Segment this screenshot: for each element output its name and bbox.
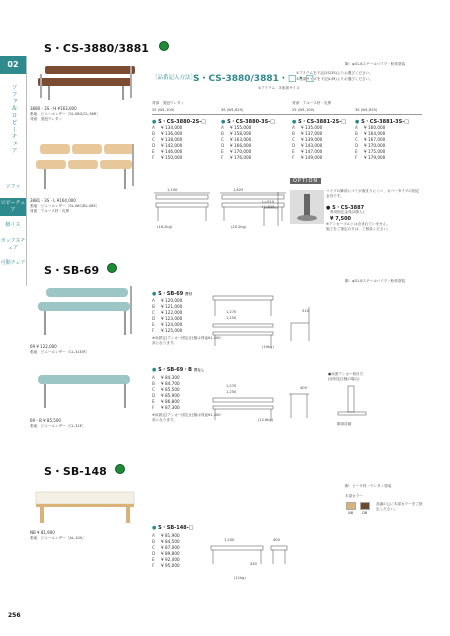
product-material-sb148: 張地：ビニールレザー［AL-10A］ [30, 536, 86, 540]
dim-w2: 1,250 [226, 316, 237, 320]
weight: (19kg) [262, 345, 274, 349]
order-sub: ①アイテム ②座席サイズ [258, 86, 300, 90]
side-view-sb69b [285, 388, 315, 422]
product-name-sb69: 69 ¥ 122,000 [30, 344, 57, 349]
product-name-3881: 3881・3S・L ¥164,000 [30, 198, 76, 203]
group-label-1: 背部：発泡ウレタン [152, 101, 185, 105]
color-code-nb: NB [348, 511, 354, 515]
sidebar-tab-lobby[interactable]: ロビーチェア [0, 198, 26, 216]
color-swatch-nb [346, 502, 356, 510]
model-name: ● S・SB-69・B 背なし [152, 367, 205, 373]
page-number: 256 [8, 612, 21, 619]
col-head-2: 3S (W1,625) [221, 108, 244, 112]
sidebar-tab-sofa[interactable]: ソファ [5, 184, 21, 190]
product-image-sb69 [30, 282, 140, 340]
fix-note: ●床面アンカー取付穴 (床固定仕様の場合) [328, 372, 364, 381]
option-title: OPTION [290, 178, 321, 184]
col-head-1: 25 (W1,100) [152, 108, 175, 112]
order-note-2: ②座席サイズを下記(L/M)よりお選びください。 [296, 77, 373, 81]
order-model: S・CS-3880/3881・□・□ [193, 74, 314, 84]
eco-logo-icon [115, 464, 125, 474]
sidebar-tab-mobile-chair[interactable]: 可動チェア [0, 260, 26, 266]
dim-w2: 1,625 [233, 188, 244, 192]
dim-h: 430 [250, 562, 257, 566]
weight-1: (16.2kg) [157, 225, 173, 229]
dim-d: 510 [302, 309, 309, 313]
model-name: ● S・SB-69 背付 [152, 291, 193, 297]
price-col-4 [355, 118, 425, 161]
price-col-1 [152, 118, 218, 161]
order-note-1: ①アイテムを下記(2S/3S)よりお選びください。 [296, 71, 373, 75]
dim-d: 400 [300, 386, 307, 390]
dim-w1: 1,100 [167, 188, 178, 192]
product-frame-3880: 背面：発泡ウレタン [30, 117, 63, 121]
price-list: A ¥ 84,300 B ¥ 84,700 C ¥ 85,500 D ¥ 85,900 E ¥ 86,800 F ¥ 87,300 [152, 375, 180, 410]
dim-d: 400 [273, 538, 280, 542]
price-list: A ¥ 135,000 B ¥ 137,000 C ¥ 139,000 D ¥ 143,000 E ¥ 147,000 F ¥ 149,000 [292, 125, 323, 160]
product-name-sb69b: 69・B ¥ 85,500 [30, 418, 61, 423]
sidebar-divider [26, 56, 27, 286]
product-image-3880 [30, 62, 140, 102]
dimension-drawing-sb69 [205, 292, 295, 350]
option-model: ● S・CS-3887 [326, 205, 365, 211]
group-label-2: 背部：アユース材・乳棒 [292, 101, 332, 105]
sidebar-tab-leg-chair[interactable]: 脚イス [5, 222, 21, 228]
product-material-sb69b: 張地：ビニールレザー［CL-31E］ [30, 424, 86, 428]
order-label: ［品番記入方法］ [152, 75, 197, 81]
dim-w: 1,270 [226, 310, 237, 314]
dim-w: 1,200 [224, 538, 235, 542]
color-note: 品番の□に木部カラーをご指定ください。 [376, 502, 423, 511]
price-col-2 [221, 118, 287, 161]
product-material-3881: 張地：ビニールレザー［SL-08C/BL-08E］ [30, 204, 100, 208]
leg-detail-image [334, 384, 374, 420]
spec-note: 脚：ビーチ材・ウレタン塗装 [345, 484, 392, 488]
price-list: A ¥ 155,000 B ¥ 158,000 C ¥ 163,000 D ¥ 166,000 E ¥ 170,000 F ¥ 176,000 [221, 125, 252, 160]
col-head-3: 25 (W1,100) [292, 108, 315, 112]
price-list: A ¥ 81,900 B ¥ 84,500 C ¥ 87,000 D ¥ 89,800 E ¥ 92,400 F ¥ 95,000 [152, 533, 180, 568]
section-title: S・CS-3880/3881 [44, 42, 149, 55]
product-name-sb148: NB ¥ 81,900 [30, 530, 55, 535]
spec-note: 脚：φ31.8スチールパイプ・粉体塗装 [345, 279, 406, 283]
option-model-desc: 専用固定金具(2個入) [330, 210, 364, 214]
section-number: 02 [0, 56, 26, 74]
option-image [290, 190, 324, 224]
model-name: ● S・CS-3880-2S-□ [152, 119, 207, 125]
dim-w: 1,270 [226, 384, 237, 388]
product-image-sb69b [30, 365, 140, 415]
price-list: A ¥ 160,000 B ¥ 164,000 C ¥ 167,000 D ¥ 170,000 E ¥ 175,000 F ¥ 179,000 [355, 125, 386, 160]
weight: (11kg) [234, 576, 246, 580]
price-col-3 [292, 118, 354, 161]
price-list: A ¥ 134,000 B ¥ 136,000 C ¥ 138,000 D ¥ 142,000 E ¥ 146,000 F ¥ 150,000 [152, 125, 183, 160]
sidebar-tab-box-chair[interactable]: ボックスチェア [0, 238, 26, 251]
model-note: ※床固定(アンカー固定)仕様は別途¥1,400高となります。 [152, 336, 221, 345]
spec-note: 脚：φ31.8スチールパイプ・粉体塗装 [345, 62, 406, 66]
eco-logo-icon [107, 263, 117, 273]
product-material-sb69: 張地：ビニールレザー［CL-31E/R］ [30, 350, 90, 354]
side-view-3880 [258, 190, 290, 230]
section-label: ソファ＆ロビーチェア [10, 84, 17, 154]
product-material-3880: 張地：ビニールレザー［SL-08G/CL-36R］ [30, 112, 100, 116]
dim-w2: 1,250 [226, 390, 237, 394]
model-name: ● S・CS-3880-3S-□ [221, 119, 276, 125]
price-list: A ¥ 120,000 B ¥ 121,000 C ¥ 122,000 D ¥ 123,000 E ¥ 124,000 F ¥ 125,000 [152, 298, 183, 333]
product-image-sb148 [30, 486, 140, 526]
weight: (12.6kg) [258, 418, 274, 422]
model-note: ※床固定(アンカー固定)仕様は別途¥1,400高となります。 [152, 413, 221, 422]
option-note: ※アンカーボルトは含まれていません。 施工をご指定の方は、ご相談ください。 [326, 222, 391, 231]
option-price: ¥ 7,500 [330, 216, 352, 222]
product-image-3881 [30, 138, 140, 193]
model-name: ● S・CS-3881-3S-□ [355, 119, 410, 125]
section-title: S・SB-148 [44, 465, 107, 478]
option-text: パイプの脚部にゴミが溜まりにくい、カバータイプの固定金具です。 [326, 189, 420, 198]
dimension-drawing-sb69b [205, 372, 295, 424]
product-name-3880: 3880・3S・H ¥163,000 [30, 106, 77, 111]
divider [152, 114, 422, 115]
model-name: ● S・SB-148-□ [152, 525, 194, 531]
weight-2: (20.2kg) [231, 225, 247, 229]
model-name: ● S・CS-3881-2S-□ [292, 119, 347, 125]
col-head-4: 3S (W1,625) [355, 108, 378, 112]
dim-h: L=510 H=615 [262, 200, 275, 209]
section-title: S・SB-69 [44, 264, 100, 277]
product-frame-3881: 背面：アユース材・乳棒 [30, 209, 70, 213]
fix-label: 脚部詳細 [337, 422, 352, 426]
color-label: 木部カラー [345, 494, 363, 498]
eco-logo-icon [159, 41, 169, 51]
color-swatch-db [360, 502, 370, 510]
color-code-db: DB [362, 511, 368, 515]
